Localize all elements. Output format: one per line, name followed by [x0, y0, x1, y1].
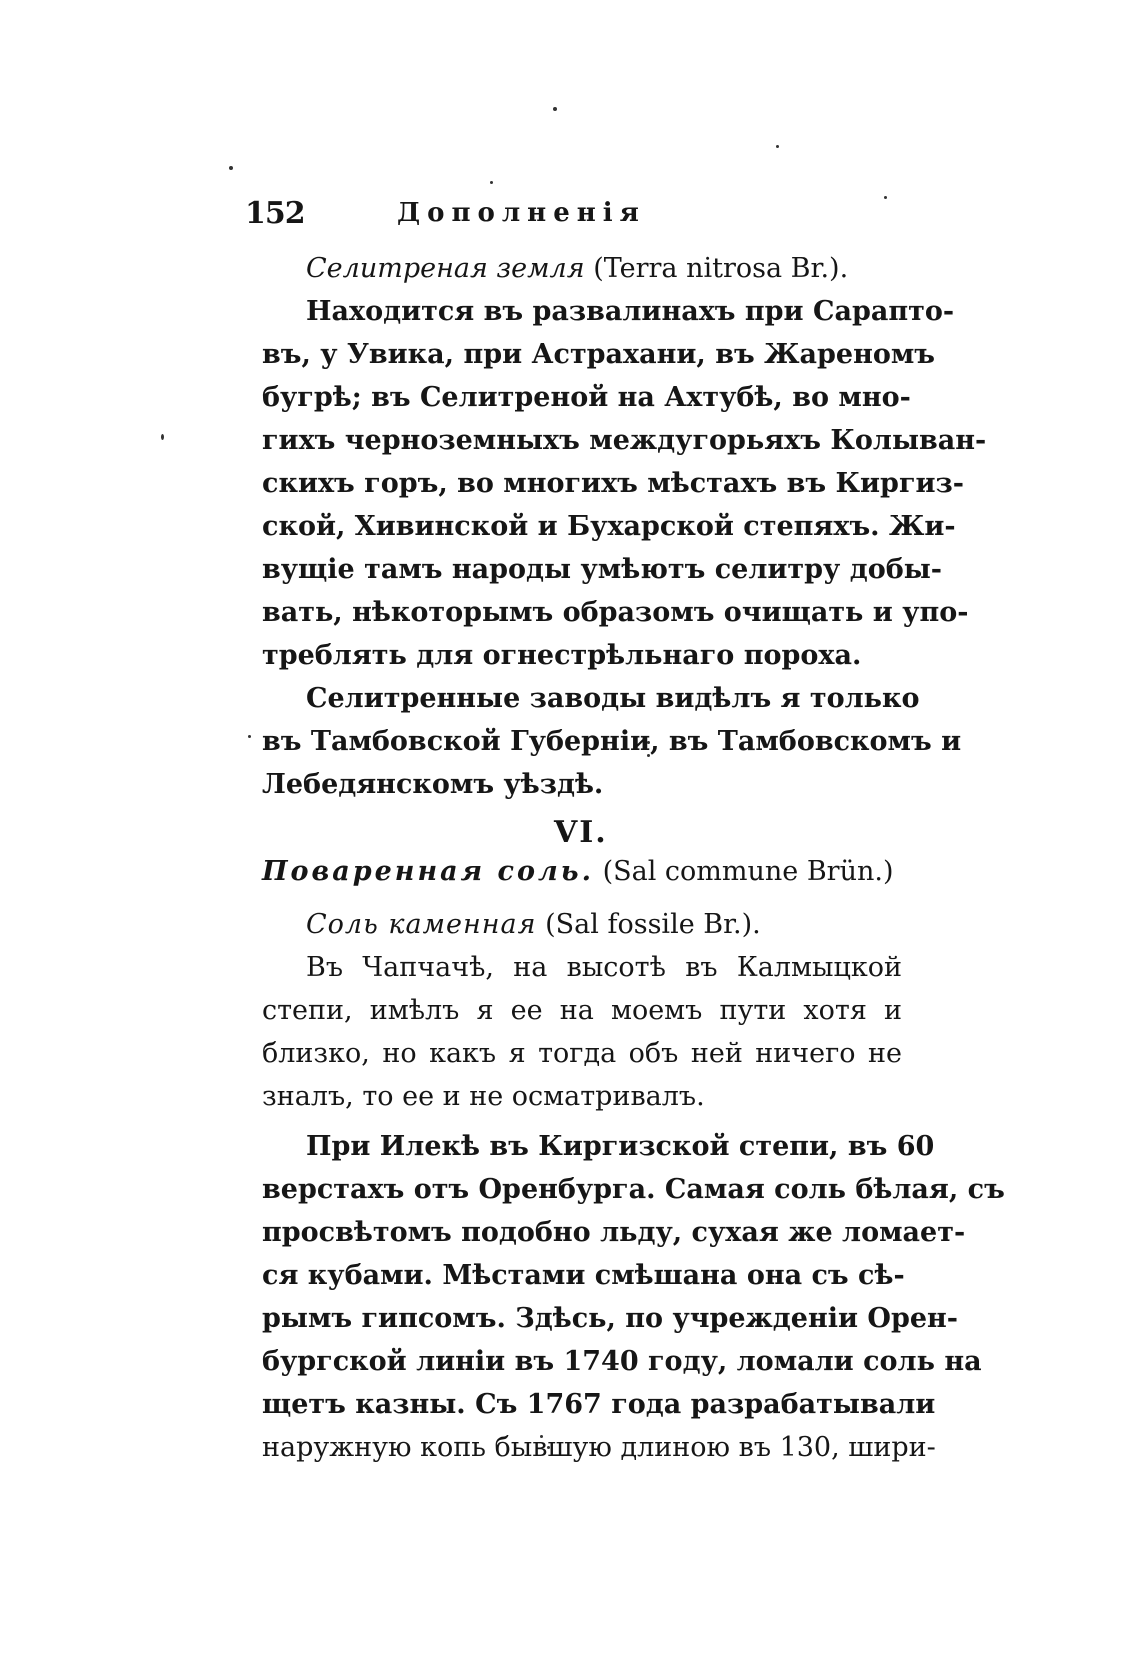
text-line: Находится въ развалинахъ при Сарапто-	[306, 296, 955, 327]
text-line: вущіе тамъ народы умѣютъ селитру добы-	[262, 554, 942, 585]
text-line: вать, нѣкоторымъ образомъ очищать и упо-	[262, 597, 969, 628]
text-line: въ, у Увика, при Астрахани, въ Жареномъ	[262, 339, 936, 370]
section-heading	[262, 855, 894, 891]
text-line: Лебедянскомъ уѣздѣ.	[262, 769, 604, 800]
text-line: рымъ гипсомъ. Здѣсь, по учрежденіи Орен-	[262, 1303, 958, 1334]
text-line: ся кубами. Мѣстами смѣшана она съ сѣ-	[262, 1260, 905, 1291]
text-line: зналъ, то ее и не осматривалъ.	[262, 1081, 705, 1112]
print-speck	[490, 181, 493, 184]
text-line: скихъ горъ, во многихъ мѣстахъ въ Киргиз-	[262, 468, 964, 499]
print-speck	[248, 735, 251, 738]
text-line: При Илекѣ въ Киргизской степи, въ 60	[306, 1131, 935, 1162]
text-line: верстахъ отъ Оренбурга. Самая соль бѣлая, съ	[262, 1174, 1005, 1205]
text-line: просвѣтомъ подобно льду, сухая же ломает-	[262, 1217, 966, 1248]
text-line: ской, Хивинской и Бухарской степяхъ. Жи-	[262, 511, 956, 542]
section-heading	[262, 252, 848, 288]
text-line: бургской линіи въ 1740 году, ломали соль на	[262, 1346, 982, 1377]
section-numeral: VI.	[554, 815, 608, 850]
print-speck	[229, 166, 233, 170]
subheading-ru: Соль каменная	[306, 909, 537, 940]
text-line: треблять для огнестрѣльнаго пороха.	[262, 640, 862, 671]
text-line: въ Тамбовской Губерніи, въ Тамбовскомъ и	[262, 726, 962, 757]
page-number: 152	[245, 196, 305, 231]
subheading-latin: (Sal fossile Br.).	[545, 909, 761, 940]
text-line: Въ Чапчачѣ, на высотѣ въ Калмыцкой	[306, 952, 902, 983]
print-speck	[553, 107, 557, 111]
print-speck	[161, 434, 164, 440]
heading-ru: Поваренная соль.	[262, 856, 594, 887]
running-head: Дополненія	[397, 198, 646, 228]
print-speck	[776, 145, 779, 148]
page-header	[245, 196, 725, 236]
text-line: бугрѣ; въ Селитреной на Ахтубѣ, во мно-	[262, 382, 911, 413]
subheading	[262, 908, 761, 944]
heading-latin: (Sal commune Brün.)	[602, 856, 894, 887]
text-line: наружную копь бывшую длиною въ 130, шири-	[262, 1432, 936, 1463]
text-line: близко, но какъ я тогда объ ней ничего не	[262, 1038, 902, 1069]
print-speck	[884, 196, 887, 199]
text-line: гихъ черноземныхъ междугорьяхъ Колыван-	[262, 425, 987, 456]
heading-ru: Селитреная земля	[306, 253, 585, 284]
text-line: щетъ казны. Съ 1767 года разрабатывали	[262, 1389, 936, 1420]
heading-latin: (Terra nitrosa Br.).	[593, 253, 849, 284]
text-line: степи, имѣлъ я ее на моемъ пути хотя и	[262, 995, 902, 1026]
text-line: Селитренные заводы видѣлъ я только	[306, 683, 920, 714]
